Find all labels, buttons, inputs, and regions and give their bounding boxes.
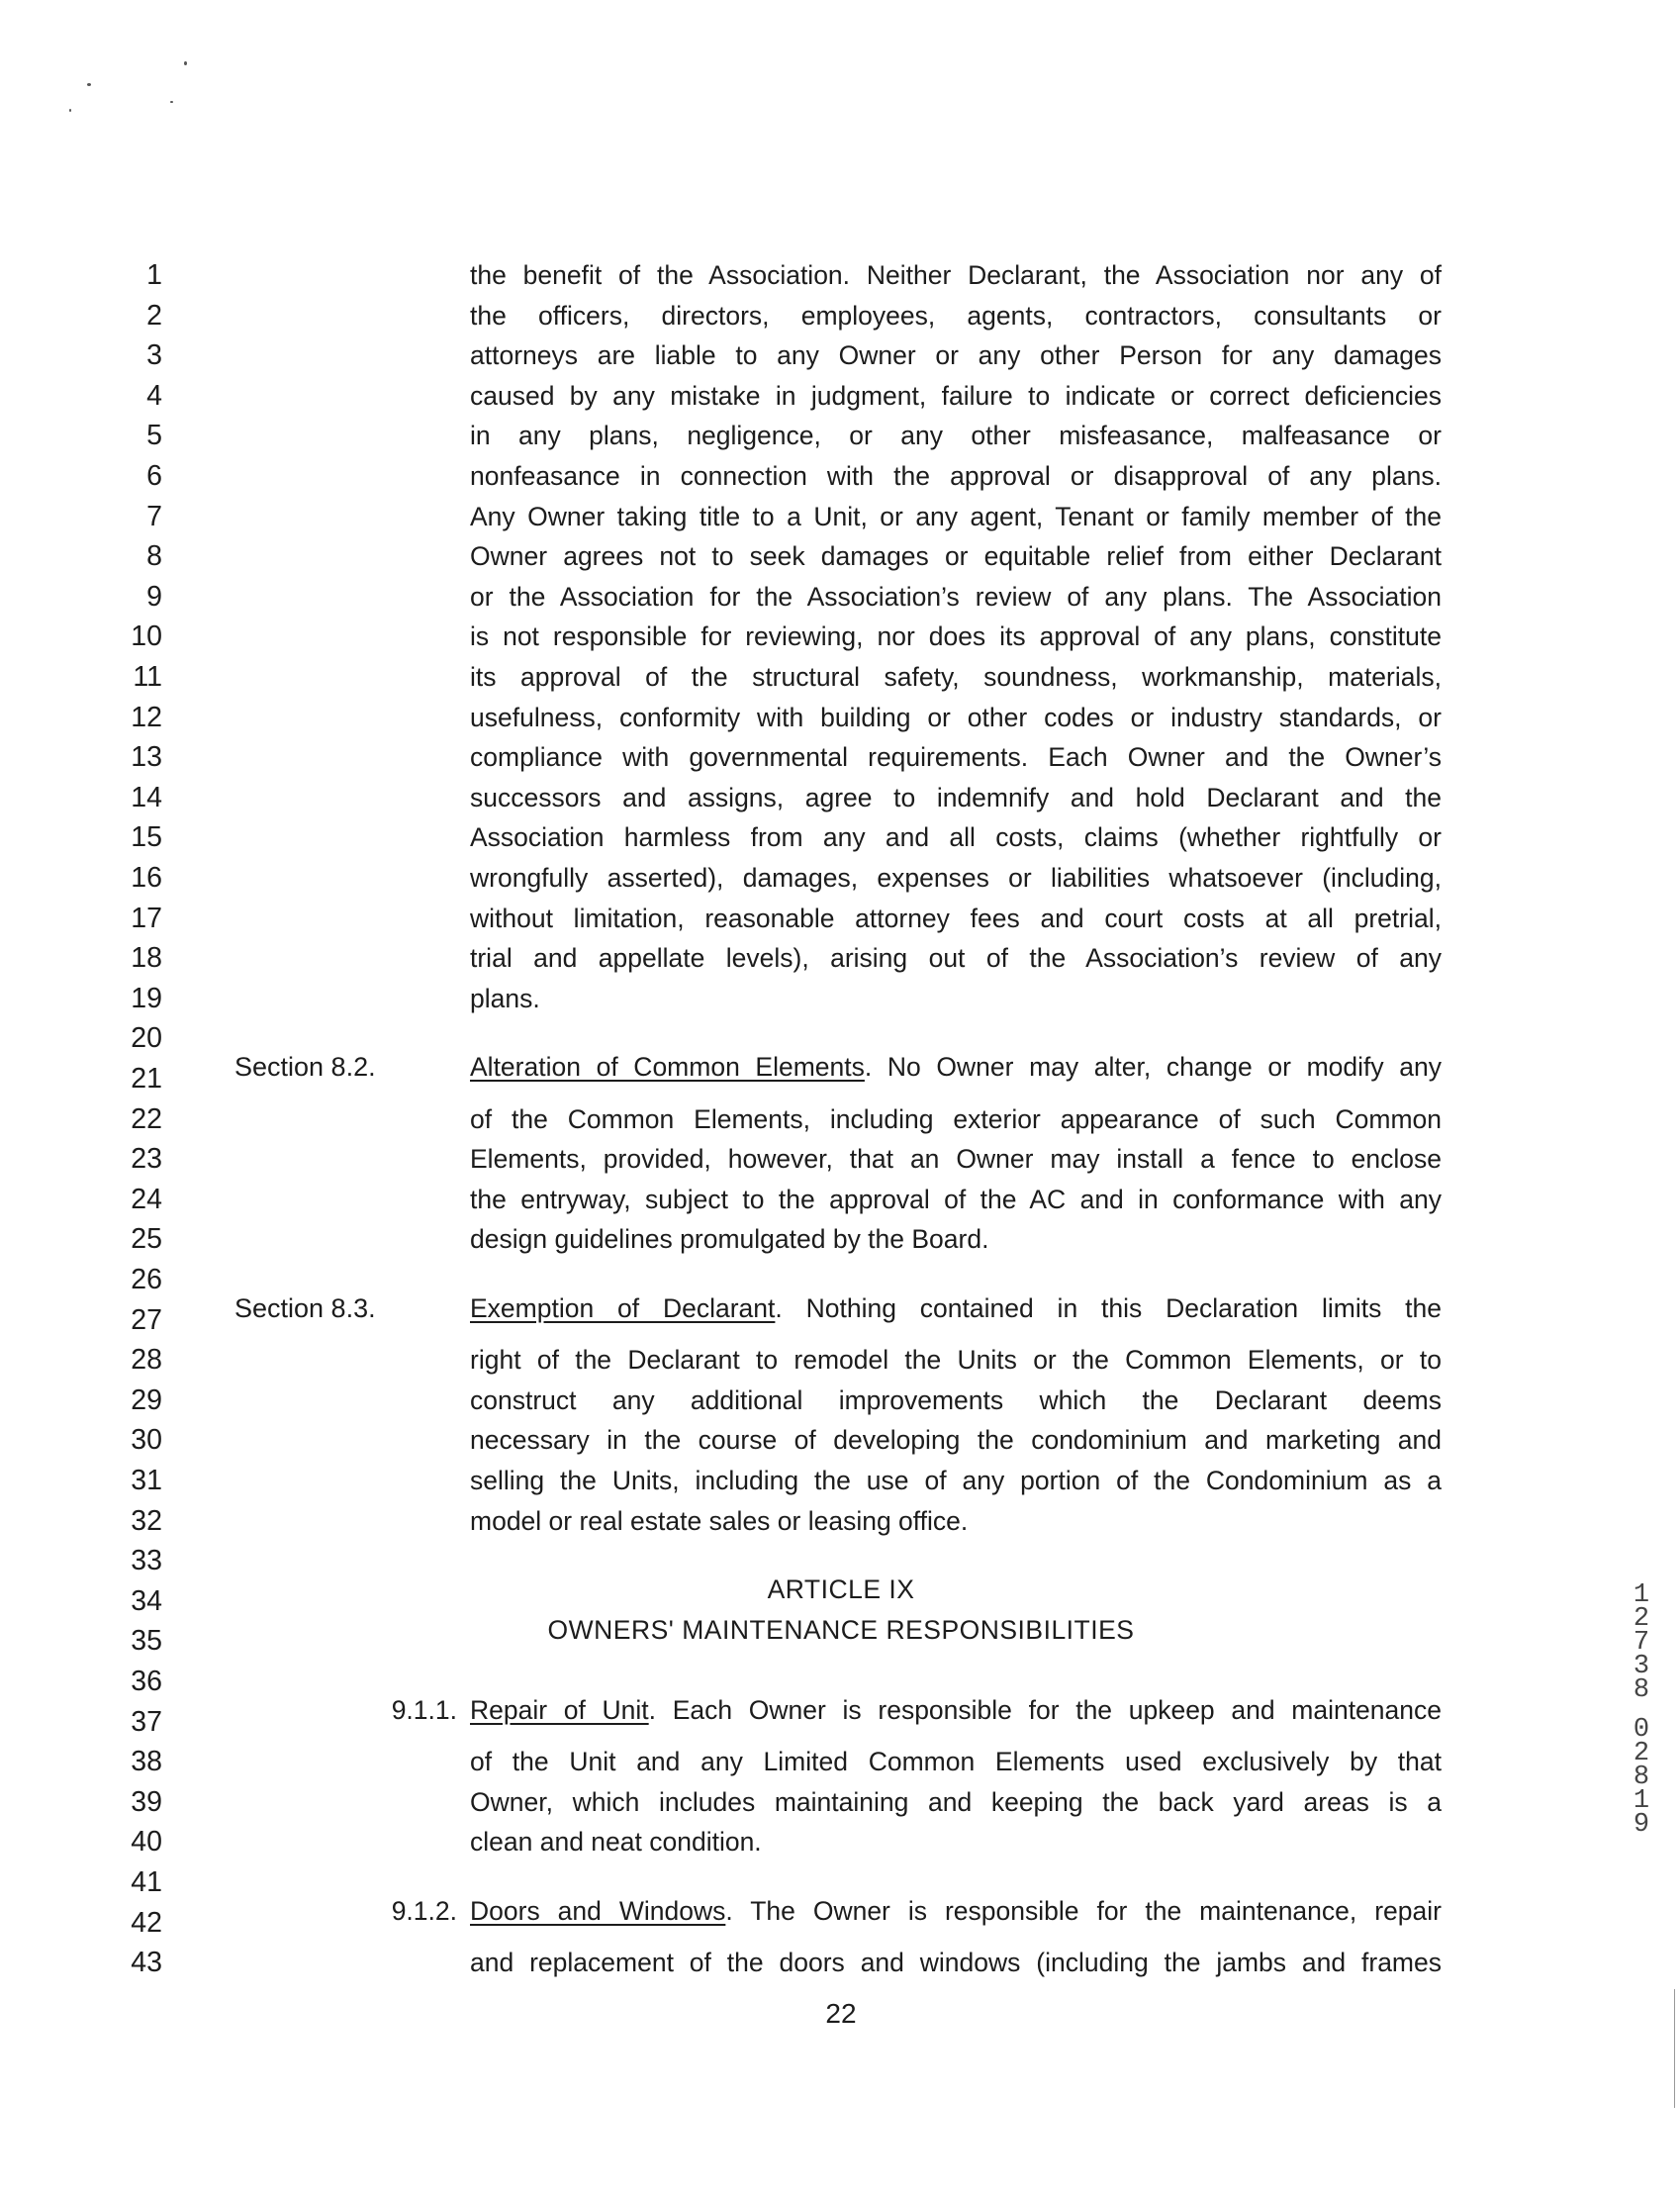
section-8-3-number: Section 8.3. <box>234 1293 376 1323</box>
stamp-digit: 1 <box>1633 1786 1650 1816</box>
text-line: construct any additional improvements which the Declarant deems <box>470 1384 1442 1415</box>
article-number: ARTICLE IX <box>767 1574 915 1604</box>
text-line: wrongfully asserted), damages, expenses or liabilities whatsoever (including, <box>470 863 1442 893</box>
stamp-digit: 8 <box>1633 1675 1650 1705</box>
line-number: 37 <box>131 1705 162 1738</box>
line-number: 24 <box>131 1183 162 1215</box>
recording-stamp <box>1624 1580 1659 1840</box>
text-line: without limitation, reasonable attorney fees and court costs at all pretrial, <box>470 903 1442 933</box>
line-number: 23 <box>131 1143 162 1176</box>
section-8-2-first-line-text: . No Owner may alter, change or modify any <box>864 1052 1443 1082</box>
text-line: model or real estate sales or leasing office. <box>470 1505 969 1536</box>
section-9-1-2-first-line <box>470 1891 1442 1932</box>
line-number: 29 <box>131 1383 162 1416</box>
line-number: 38 <box>131 1746 162 1778</box>
text-line: and replacement of the doors and windows (including the jambs and frames <box>470 1948 1442 1978</box>
section-9-1-1-heading: Repair of Unit <box>470 1695 649 1725</box>
text-line: selling the Units, including the use of any portion of the Condominium as a <box>470 1466 1442 1495</box>
line-number: 31 <box>131 1465 162 1496</box>
text-line: nonfeasance in connection with the approval or disapproval of any plans. <box>470 461 1442 491</box>
section-9-1-2-first-line-text: . The Owner is responsible for the maintenance, repair <box>725 1896 1442 1926</box>
line-number: 12 <box>131 701 162 733</box>
section-8-3-heading: Exemption of Declarant <box>470 1293 776 1323</box>
text-line: Elements, provided, however, that an Owner may install a fence to enclose <box>470 1144 1442 1175</box>
text-line: right of the Declarant to remodel the Units or the Common Elements, or to <box>470 1345 1442 1376</box>
stamp-digit: 8 <box>1633 1763 1650 1792</box>
section-8-2-number: Section 8.2. <box>234 1052 376 1082</box>
scan-edge-line <box>1674 1989 1675 2108</box>
line-number: 15 <box>131 821 162 854</box>
section-9-1-1-first-line <box>470 1690 1442 1731</box>
line-number: 7 <box>146 500 162 532</box>
line-number: 5 <box>146 420 162 452</box>
text-line: successors and assigns, agree to indemnify and hold Declarant and the <box>470 782 1442 812</box>
line-number: 10 <box>131 620 162 653</box>
article-title: OWNERS' MAINTENANCE RESPONSIBILITIES <box>547 1615 1135 1645</box>
stamp-digit: 2 <box>1633 1604 1650 1634</box>
stamp-digit: 7 <box>1633 1628 1650 1658</box>
section-8-2-first-line <box>470 1047 1442 1088</box>
page-number: 22 <box>825 1998 857 2029</box>
line-number: 9 <box>146 580 162 613</box>
section-9-1-2-heading: Doors and Windows <box>470 1896 726 1926</box>
line-number: 3 <box>146 339 162 372</box>
text-line: usefulness, conformity with building or other codes or industry standards, or <box>470 702 1442 732</box>
section-8-3-first-line-text: . Nothing contained in this Declaration limits the <box>775 1293 1442 1323</box>
text-line: the officers, directors, employees, agents, contractors, consultants or <box>470 300 1442 331</box>
line-number: 36 <box>131 1666 162 1697</box>
text-line: Owner agrees not to seek damages or equitable relief from either Declarant <box>470 541 1442 572</box>
line-number: 42 <box>131 1906 162 1939</box>
line-number: 17 <box>131 902 162 934</box>
line-number: 39 <box>131 1785 162 1818</box>
stamp-digit: 9 <box>1633 1810 1650 1840</box>
line-number: 18 <box>131 942 162 975</box>
scan-speck <box>69 109 71 112</box>
text-line: of the Unit and any Limited Common Elements used exclusively by that <box>470 1747 1442 1777</box>
section-9-1-1-first-line-text: . Each Owner is responsible for the upkeep and maintenance <box>648 1695 1443 1725</box>
line-number: 6 <box>146 460 162 492</box>
line-number: 34 <box>131 1584 162 1617</box>
text-line: plans. <box>470 983 540 1013</box>
line-number: 11 <box>133 661 162 693</box>
section-9-1-2-number: 9.1.2. <box>391 1896 457 1926</box>
stamp-digit: 3 <box>1633 1652 1650 1681</box>
line-number: 8 <box>146 540 162 573</box>
text-line: its approval of the structural safety, soundness, workmanship, materials, <box>470 662 1442 692</box>
text-line: attorneys are liable to any Owner or any other Person for any damages <box>470 340 1442 371</box>
line-number: 14 <box>131 781 162 813</box>
text-line: clean and neat condition. <box>470 1827 762 1858</box>
line-number: 35 <box>131 1625 162 1658</box>
scan-speck <box>87 83 91 86</box>
line-number: 4 <box>146 379 162 412</box>
text-line: caused by any mistake in judgment, failure to indicate or correct deficiencies <box>470 380 1442 411</box>
stamp-digit: 0 <box>1633 1715 1650 1745</box>
line-number: 16 <box>131 862 162 894</box>
line-number: 43 <box>131 1947 162 1979</box>
scan-speck <box>170 101 173 103</box>
line-number: 25 <box>131 1223 162 1256</box>
line-number: 2 <box>146 299 162 332</box>
line-number: 28 <box>131 1344 162 1377</box>
section-8-3-first-line <box>470 1288 1442 1329</box>
line-number: 32 <box>131 1504 162 1537</box>
stamp-digit: 1 <box>1633 1580 1650 1610</box>
line-number: 19 <box>131 982 162 1014</box>
scan-speck <box>184 61 187 65</box>
text-line: necessary in the course of developing the condominium and marketing and <box>470 1425 1442 1456</box>
line-number: 20 <box>131 1022 162 1055</box>
text-line: Owner, which includes maintaining and keeping the back yard areas is a <box>470 1786 1442 1817</box>
text-line: compliance with governmental requirements. Each Owner and the Owner’s <box>470 742 1442 773</box>
line-number: 1 <box>146 259 162 291</box>
line-number: 40 <box>131 1826 162 1859</box>
text-line: the entryway, subject to the approval of the AC and in conformance with any <box>470 1184 1442 1214</box>
line-number: 30 <box>131 1424 162 1457</box>
line-number: 13 <box>131 741 162 774</box>
text-line: or the Association for the Association’s review of any plans. The Association <box>470 581 1442 612</box>
text-line: trial and appellate levels), arising out of the Association’s review of any <box>470 943 1442 974</box>
line-number: 26 <box>131 1264 162 1295</box>
text-line: design guidelines promulgated by the Board. <box>470 1224 989 1255</box>
stamp-digit: 2 <box>1633 1739 1650 1768</box>
text-line: is not responsible for reviewing, nor does its approval of any plans, constitute <box>470 621 1442 652</box>
text-line: the benefit of the Association. Neither Declarant, the Association nor any of <box>470 260 1442 290</box>
line-number: 41 <box>131 1866 162 1898</box>
line-number: 21 <box>131 1063 162 1095</box>
text-line: Any Owner taking title to a Unit, or any agent, Tenant or family member of the <box>470 501 1442 531</box>
line-number: 27 <box>131 1303 162 1336</box>
text-line: of the Common Elements, including exterior appearance of such Common <box>470 1103 1442 1134</box>
section-8-2-heading: Alteration of Common Elements <box>470 1052 865 1082</box>
line-number: 33 <box>131 1545 162 1577</box>
line-number: 22 <box>131 1102 162 1135</box>
text-line: in any plans, negligence, or any other misfeasance, malfeasance or <box>470 421 1442 451</box>
section-9-1-1-number: 9.1.1. <box>391 1695 457 1725</box>
text-line: Association harmless from any and all costs, claims (whether rightfully or <box>470 822 1442 853</box>
